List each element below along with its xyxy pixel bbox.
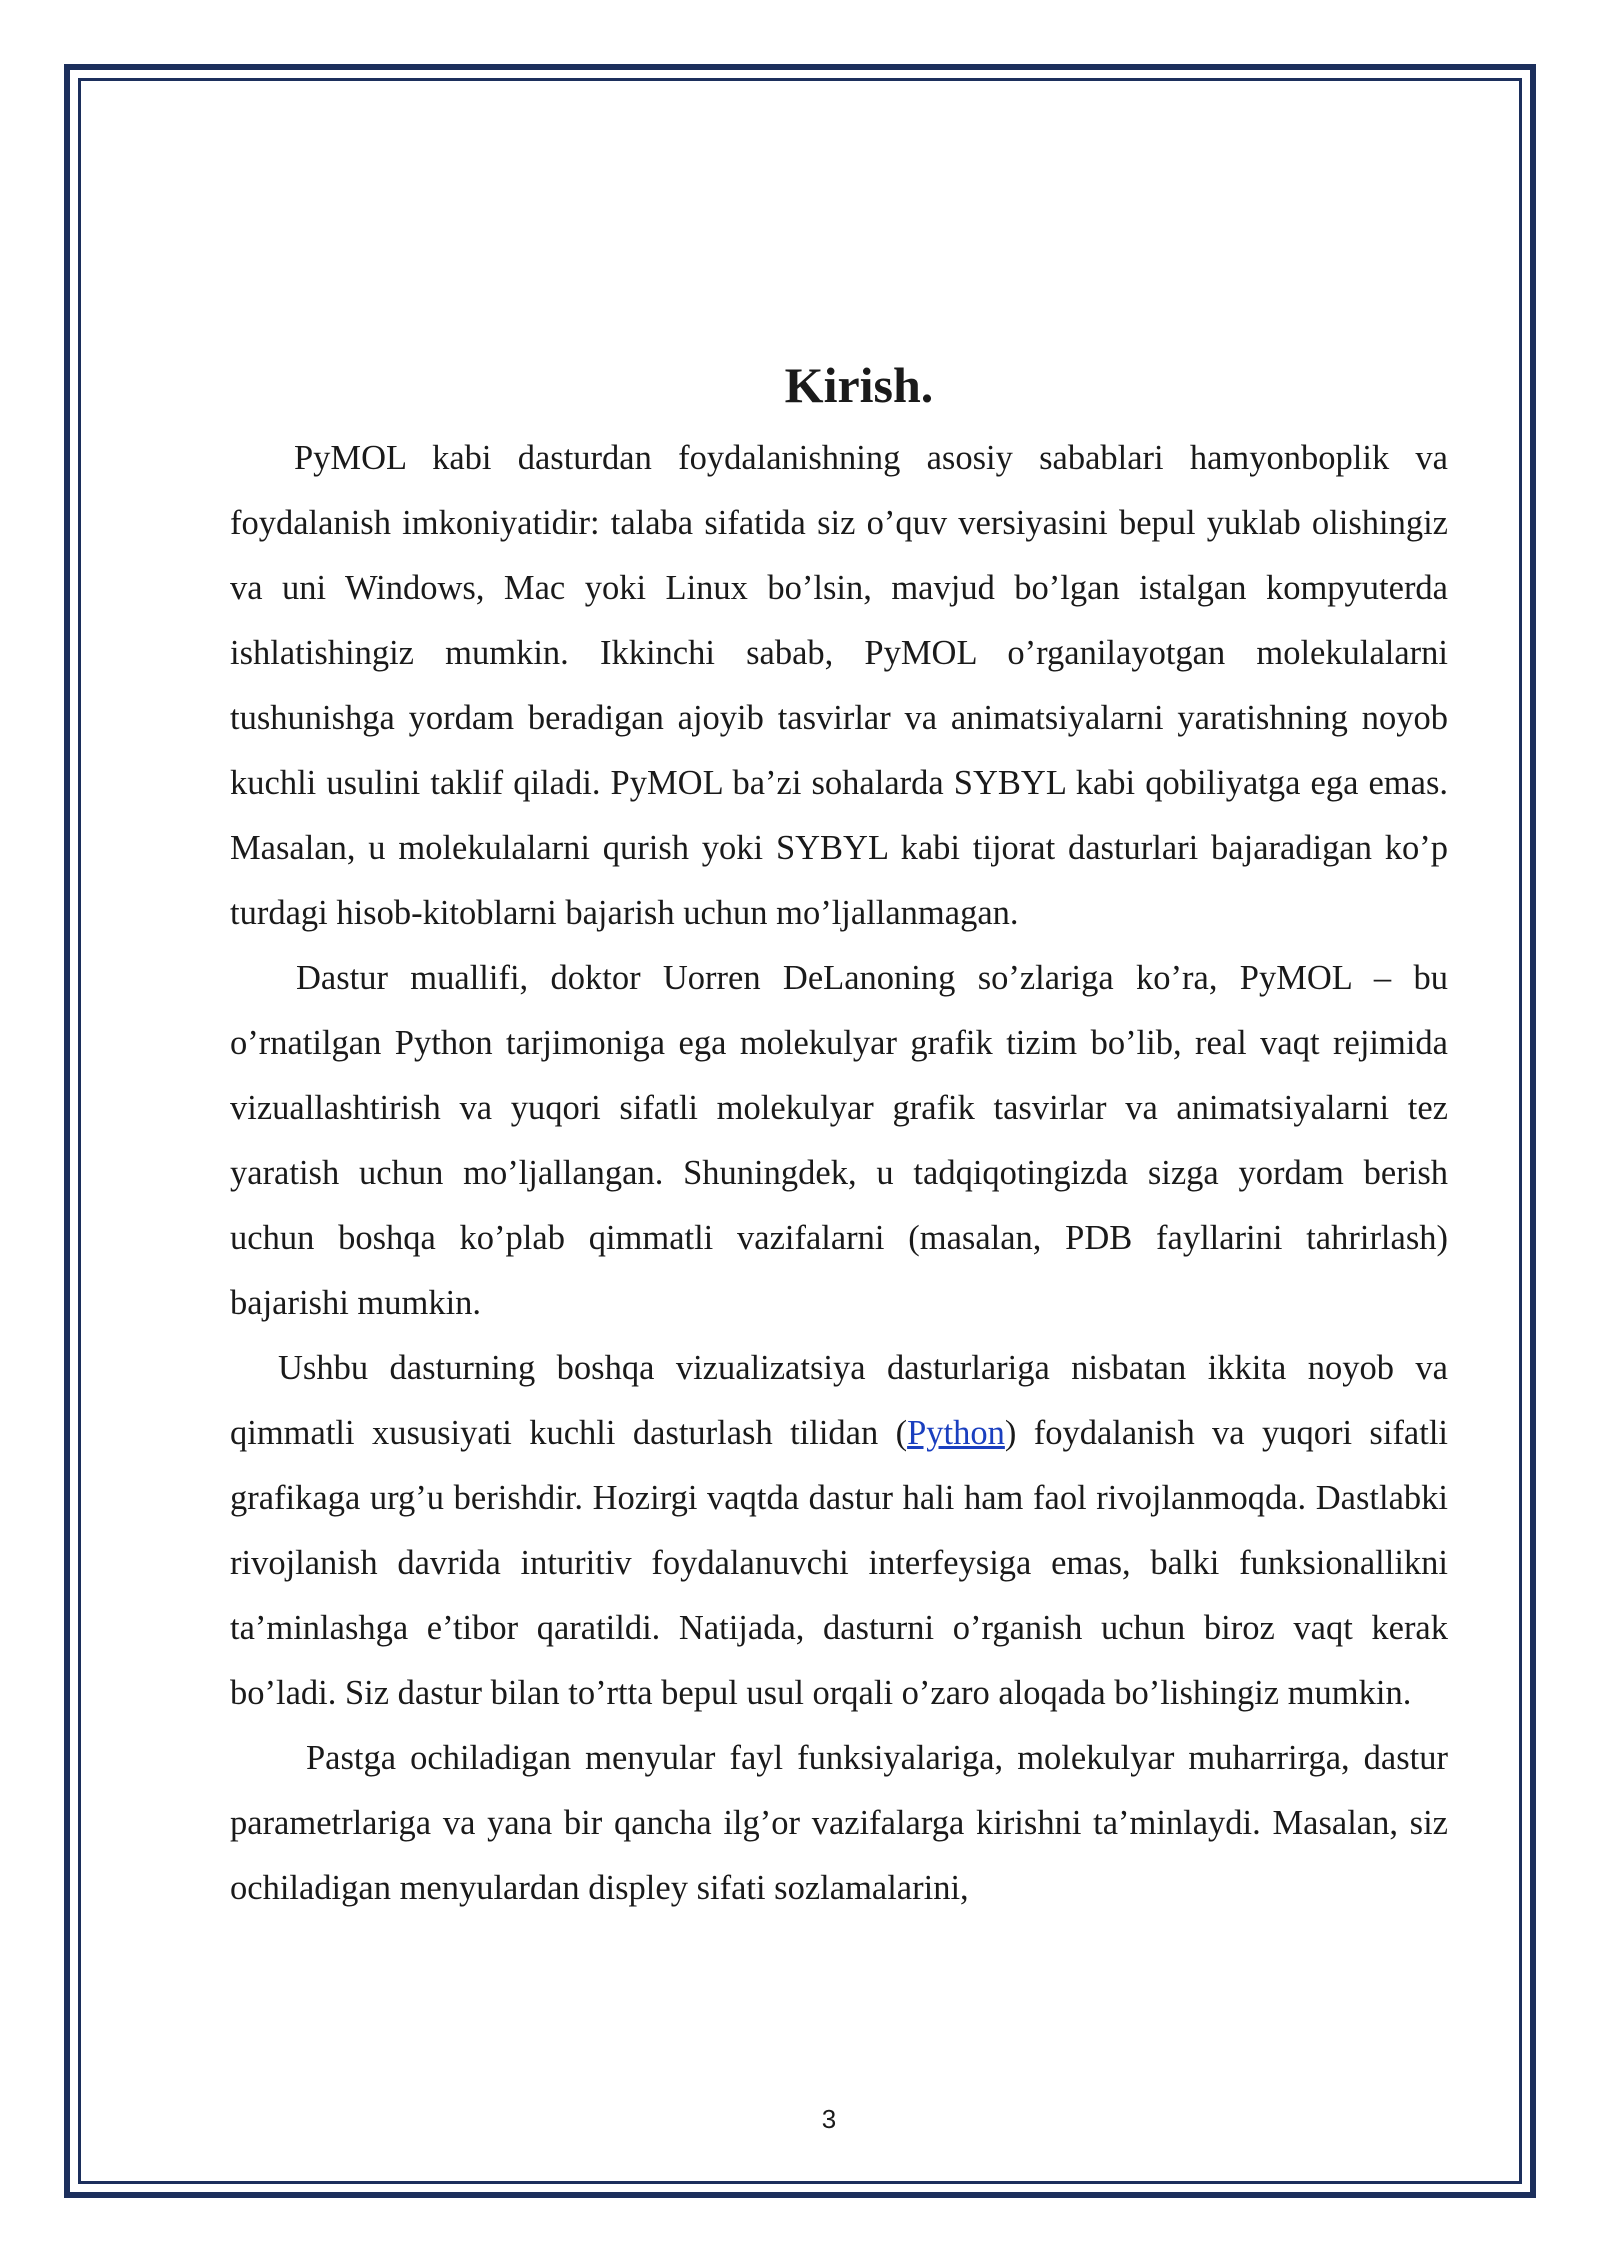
page-content bbox=[230, 350, 1448, 1921]
paragraph-3-text-after-link: ) foydalanish va yuqori sifatli grafikaga urg’u berishdir. Hozirgi vaqtda dastur hali ham faol rivojlanmoqda. Dastlabki rivojlanish davrida inturitiv foydalanuvchi interfeysiga emas, balki funksionallikni ta’minlashga e’tibor qaratildi. Natijada, dasturni o’rganish uchun biroz vaqt kerak bo’ladi. Siz dastur bilan to’rtta bepul usul orqali o’zaro aloqada bo’lishingiz mumkin. bbox=[230, 1414, 1448, 1712]
paragraph-3-text-before-link: Ushbu dasturning boshqa vizualizatsiya dasturlariga nisbatan ikkita noyob va qimmatli xususiyati kuchli dasturlash tilidan ( bbox=[230, 1349, 1448, 1452]
paragraph-2: Dastur muallifi, doktor Uorren DeLanoning so’zlariga ko’ra, PyMOL – bu o’rnatilgan Python tarjimoniga ega molekulyar grafik tizim bo’lib, real vaqt rejimida vizuallashtirish va yuqori sifatli molekulyar grafik tasvirlar va animatsiyalarni tez yaratish uchun mo’ljallangan. Shuningdek, u tadqiqotingizda sizga yordam berish uchun boshqa ko’plab qimmatli vazifalarni (masalan, PDB fayllarini tahrirlash) bajarishi mumkin. bbox=[230, 959, 1448, 1322]
page-number: 3 bbox=[821, 2104, 837, 2134]
python-link[interactable]: Python bbox=[907, 1414, 1005, 1452]
page-title: Kirish. bbox=[784, 357, 934, 413]
paragraph-3 bbox=[230, 1336, 1448, 1726]
paragraph-1: PyMOL kabi dasturdan foydalanishning asosiy sabablari hamyonboplik va foydalanish imkoniyatidir: talaba sifatida siz o’quv versiyasini bepul yuklab olishingiz va uni Windows, Mac yoki Linux bo’lsin, mavjud bo’lgan istalgan kompyuterda ishlatishingiz mumkin. Ikkinchi sabab, PyMOL o’rganilayotgan molekulalarni tushunishga yordam beradigan ajoyib tasvirlar va animatsiyalarni yaratishning noyob kuchli usulini taklif qiladi. PyMOL ba’zi sohalarda SYBYL kabi qobiliyatga ega emas. Masalan, u molekulalarni qurish yoki SYBYL kabi tijorat dasturlari bajaradigan ko’p turdagi hisob-kitoblarni bajarish uchun mo’ljallanmagan. bbox=[230, 439, 1448, 932]
paragraph-4: Pastga ochiladigan menyular fayl funksiyalariga, molekulyar muharrirga, dastur parametrlariga va yana bir qancha ilg’or vazifalarga kirishni ta’minlaydi. Masalan, siz ochiladigan menyulardan displey sifati sozlamalarini, bbox=[230, 1739, 1448, 1907]
